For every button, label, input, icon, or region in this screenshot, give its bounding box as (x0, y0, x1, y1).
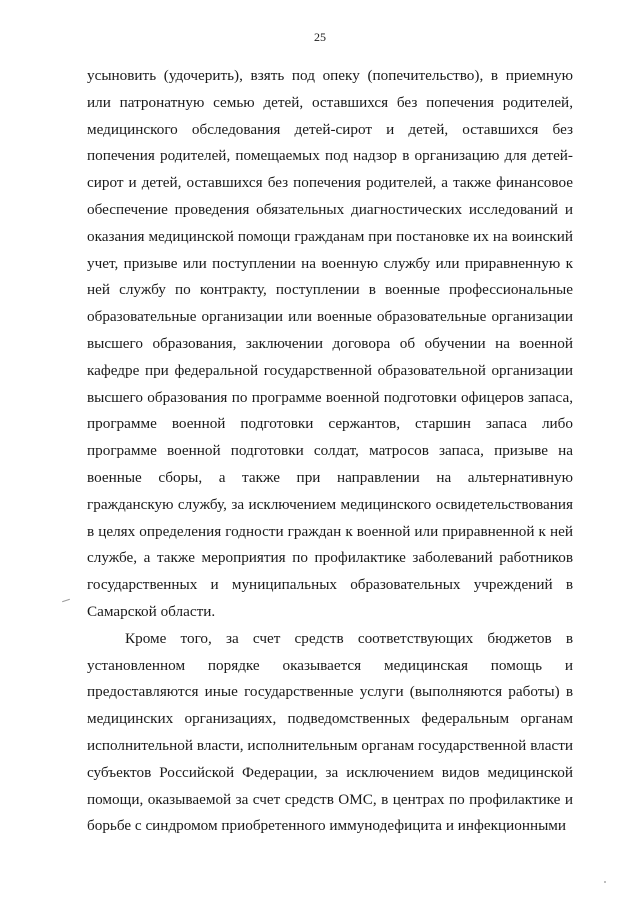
margin-mark (62, 599, 70, 602)
document-body (87, 63, 573, 840)
paragraph-1: усыновить (удочерить), взять под опеку (попечительство), в приемную или патронатную семью детей, оставшихся без попечения родителей, медицинского обследования детей-сирот и детей, оставшихся без попечения родителей, помещаемых под надзор в организацию для детей-сирот и детей, оставшихся без попечения родителей, а также финансовое обеспечение проведения обязательных диагностических исследований и оказания медицинской помощи гражданам при постановке их на воинский учет, призыве или поступлении на военную службу или приравненную к ней службу по контракту, поступлении в военные профессиональные образовательные организации или военные образовательные организации высшего образования, заключении договора об обучении на военной кафедре при федеральной государственной образовательной организации высшего образования по программе военной подготовки офицеров запаса, программе военной подготовки сержантов, старшин запаса либо программе военной подготовки солдат, матросов запаса, призыве на военные сборы, а также при направлении на альтернативную гражданскую службу, за исключением медицинского освидетельствования в целях определения годности граждан к военной или приравненной к ней службе, а также мероприятия по профилактике заболеваний работников государственных и муниципальных образовательных учреждений в Самарской области. (87, 67, 573, 620)
paragraph-2: Кроме того, за счет средств соответствующих бюджетов в установленном порядке оказывается медицинская помощь и предоставляются иные государственные услуги (выполняются работы) в медицинских организациях, подведомственных федеральным органам исполнительной власти, исполнительным органам государственной власти субъектов Российской Федерации, за исключением видов медицинской помощи, оказываемой за счет средств ОМС, в центрах по профилактике и борьбе с синдромом приобретенного иммунодефицита и инфекционными (87, 629, 573, 835)
scan-speck (604, 881, 606, 883)
page-number: 25 (314, 30, 326, 44)
